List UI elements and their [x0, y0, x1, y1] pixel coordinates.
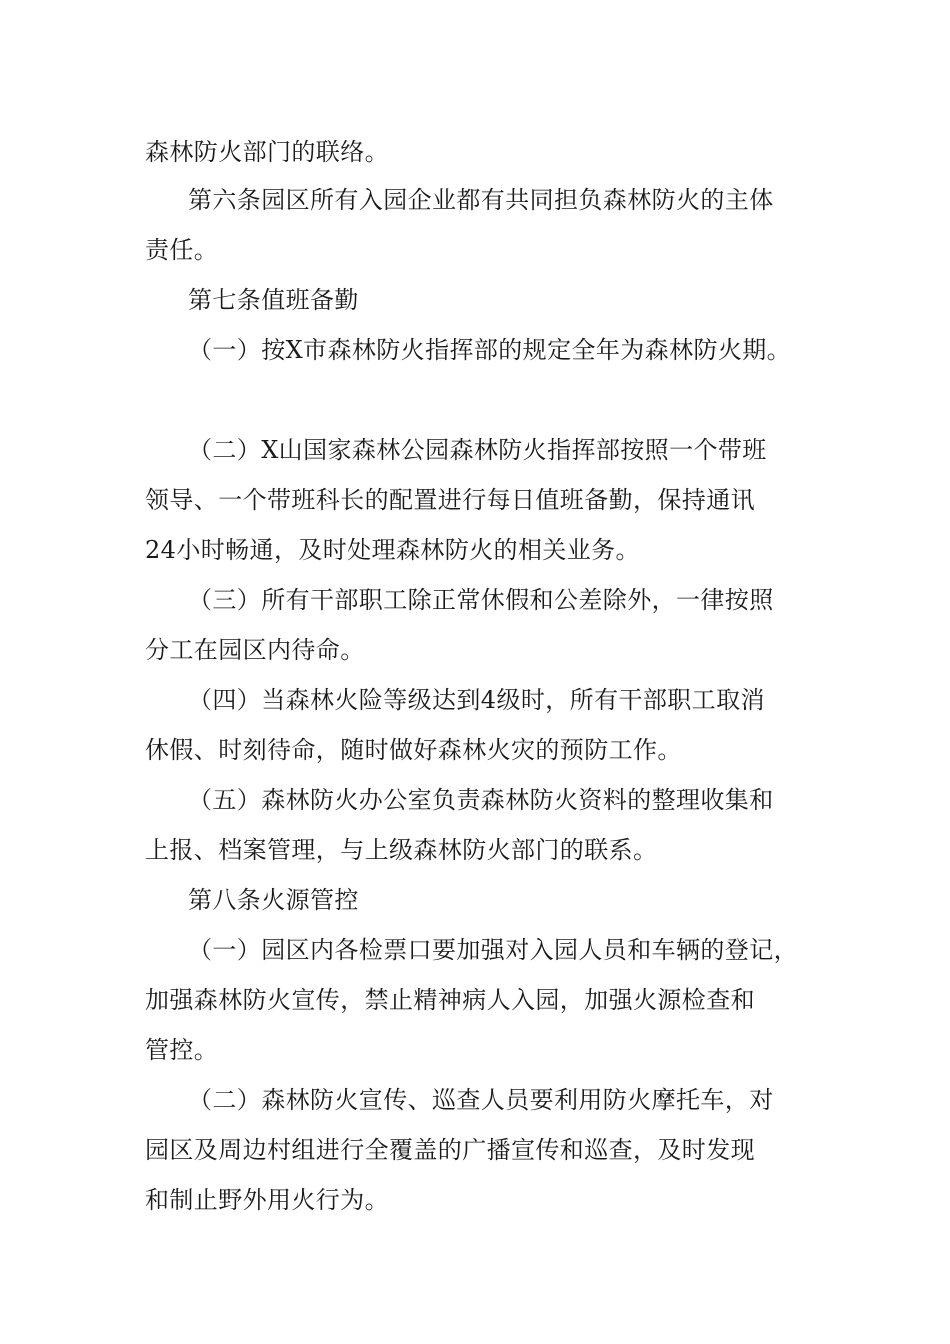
paragraph-line: （五）森林防火办公室负责森林防火资料的整理收集和 [188, 786, 774, 814]
paragraph-line: （一）园区内各检票口要加强对入园人员和车辆的登记， [188, 936, 798, 964]
section-heading: 第七条值班备勤 [188, 286, 359, 314]
paragraph-line: 24小时畅通，及时处理森林防火的相关业务。 [145, 536, 640, 564]
paragraph-line: 责任。 [145, 236, 219, 264]
paragraph-line: （二）X山国家森林公园森林防火指挥部按照一个带班 [188, 436, 767, 464]
paragraph-line: 休假、时刻待命，随时做好森林火灾的预防工作。 [145, 736, 682, 764]
paragraph-line: （三）所有干部职工除正常休假和公差除外，一律按照 [188, 586, 774, 614]
section-heading: 第八条火源管控 [188, 886, 359, 914]
paragraph-line: 分工在园区内待命。 [145, 636, 365, 664]
paragraph-line: 森林防火部门的联络。 [145, 138, 389, 166]
paragraph-line: 上报、档案管理，与上级森林防火部门的联系。 [145, 836, 658, 864]
paragraph-line: 管控。 [145, 1036, 219, 1064]
paragraph-line: 加强森林防火宣传，禁止精神病人入园，加强火源检查和 [145, 986, 755, 1014]
paragraph-line: 园区及周边村组进行全覆盖的广播宣传和巡查，及时发现 [145, 1136, 755, 1164]
paragraph-line: （四）当森林火险等级达到4级时，所有干部职工取消 [188, 686, 765, 714]
paragraph-line: 领导、一个带班科长的配置进行每日值班备勤，保持通讯 [145, 486, 755, 514]
paragraph-line: （二）森林防火宣传、巡查人员要利用防火摩托车，对 [188, 1086, 774, 1114]
paragraph-line: （一）按X市森林防火指挥部的规定全年为森林防火期。 [188, 336, 792, 364]
paragraph-line: 和制止野外用火行为。 [145, 1186, 389, 1214]
paragraph-line: 第六条园区所有入园企业都有共同担负森林防火的主体 [188, 186, 774, 214]
